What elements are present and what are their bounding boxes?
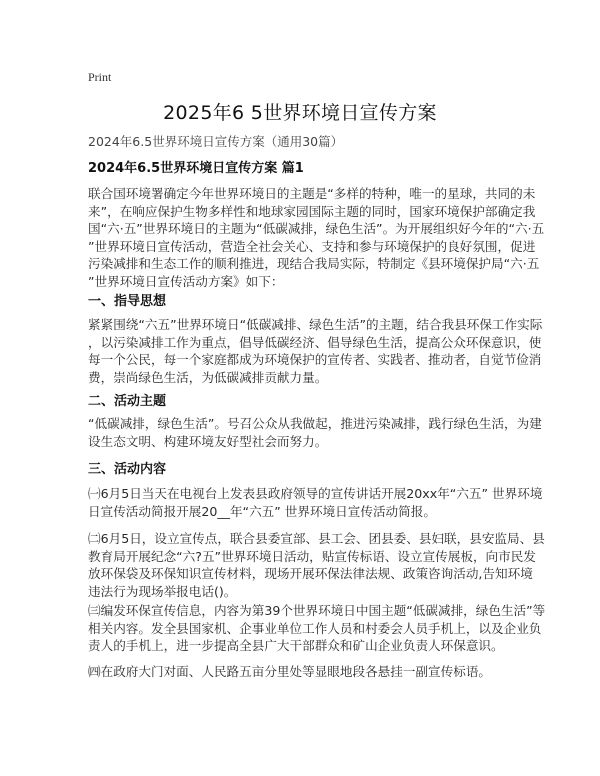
theme-paragraph (88, 415, 542, 450)
text-line: 日宣传活动简报开展20__年“六五” 世界环境日宣传活动简报。 (88, 503, 436, 519)
text-line: 费，崇尚绿色生活，为低碳减排贡献力量。 (88, 369, 328, 385)
text-line: 联合国环境署确定今年世界环境日的主题是“多样的特种，唯一的星球，共同的未 (88, 186, 536, 201)
text-line: 设生态文明、构建环境友好型社会而努力。 (88, 433, 328, 449)
print-label: Print (88, 70, 112, 84)
text-line: 违法行为现场举报电话()。 (88, 583, 237, 599)
activity-item-2 (88, 530, 545, 600)
text-line: 国“六·五”世界环境日的主题为“低碳减排，绿色生活”。为开展组织好今年的“六·五 (88, 221, 545, 237)
text-line: ㈣在政府大门对面、人民路五亩分里处等显眼地段各悬挂一副宣传标语。 (88, 664, 491, 679)
document-subtitle: 2024年6.5世界环境日宣传方案（通用30篇） (88, 134, 344, 149)
document-title: 2025年6 5世界环境日宣传方案 (163, 102, 437, 124)
intro-paragraph (88, 185, 545, 291)
article-heading: 2024年6.5世界环境日宣传方案 篇1 (88, 161, 304, 176)
text-line: 相关内容。发全县国家机、企事业单位工作人员和村委会人员手机上，以及企业负 (88, 620, 542, 636)
text-line: 每一个公民，每一个家庭都成为环境保护的宣传者、实践者、推动者，自觉节俭消 (88, 352, 542, 368)
text-line: ”世界环境日宣传活动，营造全社会关心、支持和参与环境保护的良好氛围，促进 (88, 238, 536, 254)
activity-item-4 (88, 663, 528, 681)
guiding-idea-paragraph (88, 316, 543, 386)
text-line: 责人的手机上，进一步提高全县广大干部群众和矿山企业负责人环保意识。 (88, 638, 504, 654)
text-line: “低碳减排，绿色生活”。号召公众从我做起，推进污染减排，践行绿色生活，为建 (88, 416, 542, 431)
text-line: 紧紧围绕“六五”世界环境日“低碳减排、绿色生活”的主题，结合我县环保工作实际 (88, 317, 543, 332)
text-line: 来”，在响应保护生物多样性和地球家园国际主题的同时，国家环境保护部确定我 (88, 203, 536, 219)
text-line: ”世界环境日宣传活动方案》如下： (88, 273, 284, 289)
text-line: 污染减排和生态工作的顺利推进，现结合我局实际，特制定《县环境保护局“六·五 (88, 256, 540, 272)
section-heading-theme: 二、活动主题 (88, 394, 167, 409)
text-line: 放环保袋及环保知识宣传材料，现场开展环保法律法规、政策咨询活动,告知环境 (88, 566, 533, 582)
text-line: ㈡6月5日，设立宣传点，联合县委宣部、县工会、团县委、县妇联，县安监局、县 (88, 531, 545, 546)
section-heading-content: 三、活动内容 (88, 462, 167, 477)
section-heading-guiding-idea: 一、指导思想 (88, 294, 167, 309)
activity-item-1 (88, 485, 543, 520)
text-line: ㈠6月5日当天在电视台上发表县政府领导的宣传讲话开展20xx年“六五” 世界环境 (88, 486, 543, 501)
text-line: 教育局开展纪念“六?五”世界环境日活动，贴宣传标语、设立宣传展板，向市民发 (88, 548, 536, 564)
text-line: ㈢编发环保宣传信息，内容为第39个世界环境日中国主题“低碳减排，绿色生活”等 (88, 603, 546, 618)
activity-item-3 (88, 602, 546, 655)
text-line: ，以污染减排工作为重点，倡导低碳经济、倡导绿色生活，提高公众环保意识，使 (88, 334, 542, 350)
